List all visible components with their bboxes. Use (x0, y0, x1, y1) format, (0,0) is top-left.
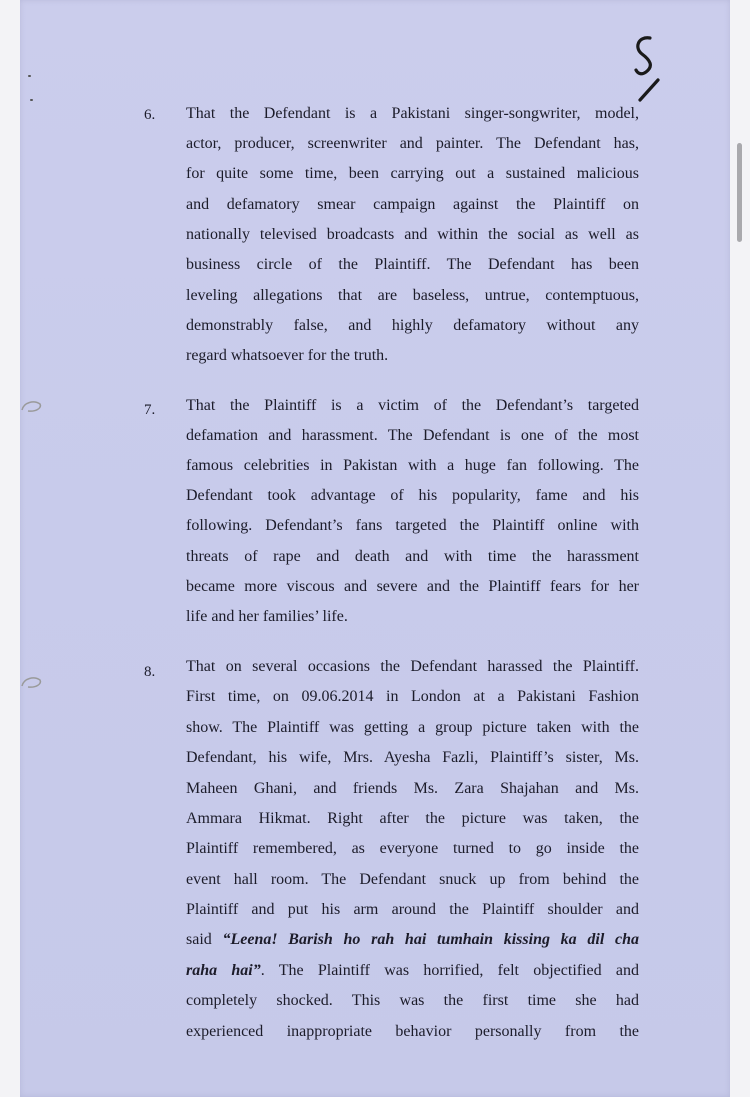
paragraph-number: 7. (144, 402, 156, 418)
paragraph-line: for quite some time, been carrying out a sustained malicious (186, 165, 639, 182)
paragraph-line: Plaintiff remembered, as everyone turned to go inside the (186, 840, 639, 857)
paragraph-line (186, 962, 639, 980)
paragraph-line: regard whatsoever for the truth. (186, 347, 389, 364)
paragraph-quote-line (186, 931, 639, 949)
paragraph-line: Defendant, his wife, Mrs. Ayesha Fazli, Plaintiff’s sister, Ms. (186, 749, 639, 766)
document-page (20, 0, 730, 1097)
paragraph-line: That the Plaintiff is a victim of the Defendant’s targeted (186, 397, 639, 414)
paragraph-line: Ammara Hikmat. Right after the picture was taken, the (186, 810, 639, 827)
paragraph-line: life and her families’ life. (186, 608, 348, 625)
paragraph-line: leveling allegations that are baseless, untrue, contemptuous, (186, 287, 639, 304)
paragraph-line: threats of rape and death and with time the harassment (186, 548, 639, 565)
paragraph-line: show. The Plaintiff was getting a group picture taken with the (186, 719, 639, 736)
quoted-remark: “Leena! Barish ho rah hai tumhain kissing ka dil cha (222, 931, 639, 948)
paragraph-line: famous celebrities in Pakistan with a huge fan following. The (186, 457, 639, 474)
paragraph-number: 6. (144, 107, 156, 123)
quote-prefix: said (186, 931, 223, 948)
paragraph-line: actor, producer, screenwriter and painter. The Defendant has, (186, 135, 639, 152)
punch-hole-mark (20, 672, 44, 696)
paragraph-line: business circle of the Plaintiff. The Defendant has been (186, 256, 639, 273)
paragraph-line: event hall room. The Defendant snuck up from behind the (186, 871, 639, 888)
paragraph-line: That on several occasions the Defendant harassed the Plaintiff. (186, 658, 639, 675)
paragraph-line: First time, on 09.06.2014 in London at a Pakistani Fashion (186, 688, 639, 705)
paragraph-line: nationally televised broadcasts and within the social as well as (186, 226, 639, 243)
scan-speck (28, 75, 31, 77)
paragraph-line: demonstrably false, and highly defamatory without any (186, 317, 639, 334)
paragraph-line: Plaintiff and put his arm around the Plaintiff shoulder and (186, 901, 639, 918)
paragraph-line: completely shocked. This was the first time she had (186, 992, 639, 1009)
paragraph-line: and defamatory smear campaign against the Plaintiff on (186, 196, 639, 213)
paragraph-line: defamation and harassment. The Defendant is one of the most (186, 427, 639, 444)
paragraph-line: That the Defendant is a Pakistani singer-songwriter, model, (186, 105, 639, 122)
handwritten-page-number (628, 30, 668, 102)
paragraph-line: following. Defendant’s fans targeted the Plaintiff online with (186, 517, 639, 534)
paragraph-line: experienced inappropriate behavior personally from the (186, 1023, 639, 1040)
paragraph-line: Maheen Ghani, and friends Ms. Zara Shajahan and Ms. (186, 780, 639, 797)
paragraph-line: Defendant took advantage of his popularity, fame and his (186, 487, 639, 504)
punch-hole-mark (20, 396, 44, 420)
paragraph-line-rest: . The Plaintiff was horrified, felt objectified and (260, 962, 639, 979)
scrollbar-thumb[interactable] (737, 143, 742, 242)
paragraph-number: 8. (144, 664, 156, 680)
scan-speck (30, 99, 33, 101)
quoted-remark-end: raha hai” (186, 962, 261, 979)
paragraph-line: became more viscous and severe and the Plaintiff fears for her (186, 578, 639, 595)
